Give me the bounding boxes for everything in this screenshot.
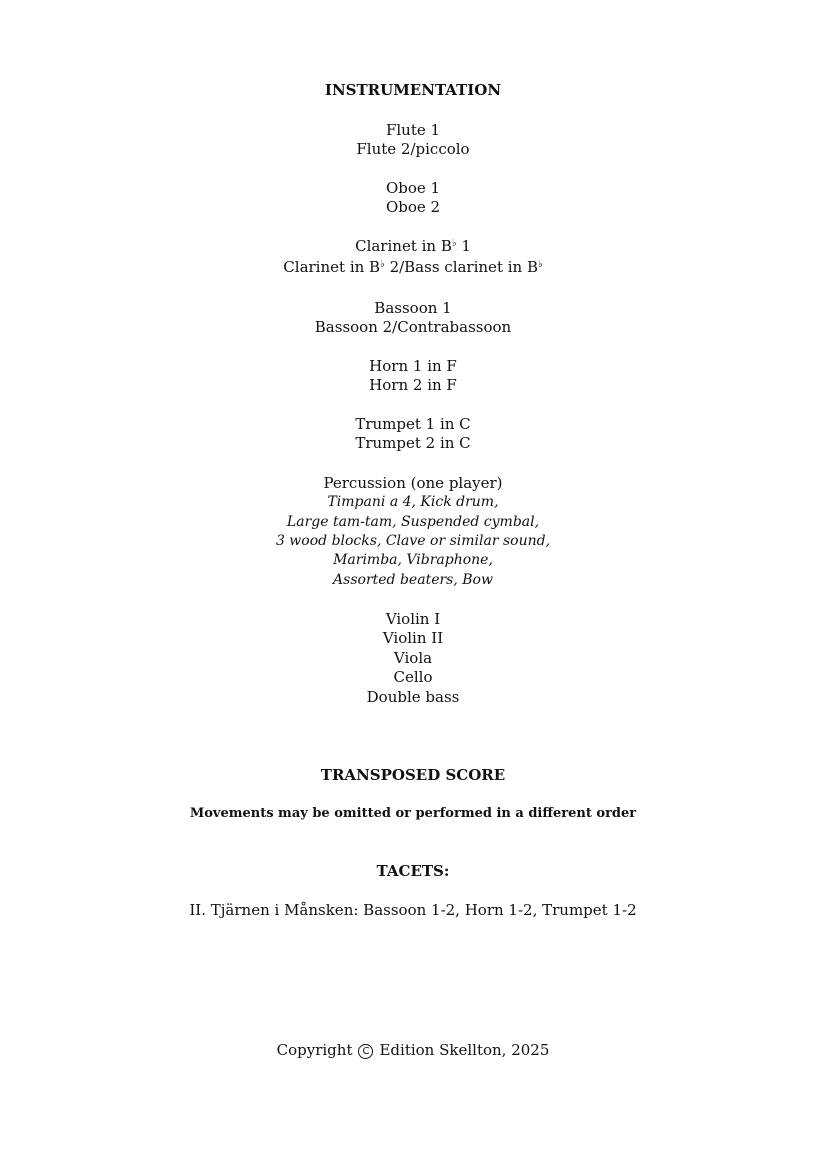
instrument-horn-1: Horn 1 in F (369, 357, 457, 375)
clarinet-1-prefix: Clarinet in B (355, 237, 452, 255)
instrument-cello: Cello (393, 668, 433, 686)
instrument-oboe-2: Oboe 2 (385, 198, 441, 216)
instrument-bassoon-1: Bassoon 1 (374, 299, 452, 317)
instrument-flute-2: Flute 2/piccolo (356, 140, 470, 158)
clarinet-2-prefix: Clarinet in B (283, 258, 381, 276)
clarinet-1-suffix: 1 (456, 237, 471, 255)
instrument-violin-2: Violin II (382, 629, 444, 647)
tacets-title: TACETS: (376, 862, 450, 880)
instrument-double-bass: Double bass (366, 688, 460, 706)
flat-sign: ♭ (380, 259, 385, 270)
instrument-trumpet-1: Trumpet 1 in C (355, 415, 471, 433)
copyright-icon: C (358, 1044, 373, 1059)
percussion-item: Timpani a 4, Kick drum, (327, 494, 499, 510)
instrument-bassoon-2: Bassoon 2/Contrabassoon (314, 318, 512, 336)
percussion-item: 3 wood blocks, Clave or similar sound, (275, 533, 551, 549)
instrument-clarinet-1 (0, 237, 826, 258)
instrument-trumpet-2: Trumpet 2 in C (355, 434, 471, 452)
copyright-prefix: Copyright (276, 1041, 353, 1059)
copyright-text: Edition Skellton, 2025 (379, 1041, 550, 1059)
copyright-line (0, 1041, 826, 1060)
instrument-oboe-1: Oboe 1 (385, 179, 441, 197)
instrument-violin-1: Violin I (385, 610, 441, 628)
score-type-heading: TRANSPOSED SCORE (320, 766, 506, 784)
instrument-flute-1: Flute 1 (385, 121, 441, 139)
percussion-item: Marimba, Vibraphone, (333, 552, 493, 568)
instrument-clarinet-2 (0, 258, 826, 279)
percussion-item: Large tam-tam, Suspended cymbal, (286, 514, 540, 530)
instrument-horn-2: Horn 2 in F (369, 376, 457, 394)
instrument-viola: Viola (393, 649, 433, 667)
flat-sign: ♭ (451, 238, 457, 249)
percussion-label: Percussion (one player) (323, 474, 503, 492)
flat-sign: ♭ (537, 259, 543, 270)
clarinet-2-middle: 2/Bass clarinet in B (384, 258, 538, 276)
tacets-text: II. Tjärnen i Månsken: Bassoon 1-2, Horn 1-2, Trumpet 1-2 (189, 901, 637, 919)
performance-note: Movements may be omitted or performed in a different order (189, 806, 637, 821)
percussion-item: Assorted beaters, Bow (333, 572, 493, 588)
instrumentation-title: INSTRUMENTATION (324, 81, 502, 99)
